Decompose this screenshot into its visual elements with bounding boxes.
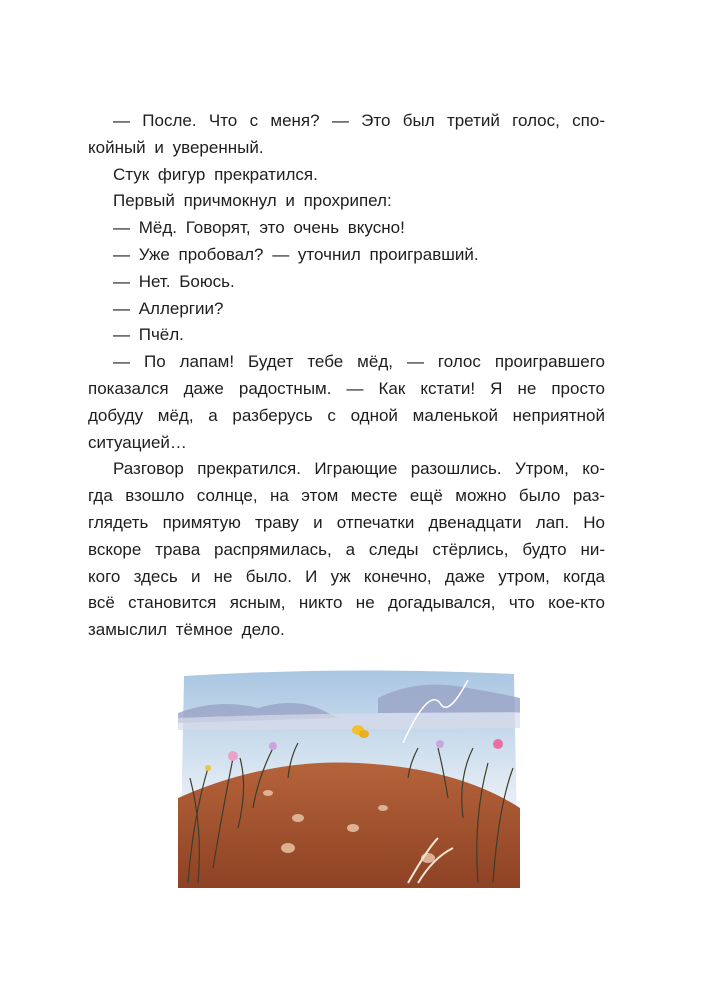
text-line: показался даже радостным. — Как кстати! Я не просто (88, 378, 605, 398)
text-line: глядеть примятую траву и отпечатки двенадцати лап. Но (88, 512, 605, 532)
text-line: койный и уверенный. (88, 137, 264, 157)
text-line: гда взошло солнце, на этом месте ещё можно было раз- (88, 486, 605, 506)
text-line: Разговор прекратился. Играющие разошлись. Утром, ко- (113, 459, 605, 479)
text-line: ситуацией… (88, 432, 187, 452)
text-line: Стук фигур прекратился. (113, 164, 318, 184)
text-line: — Пчёл. (113, 325, 184, 345)
text-line: Первый причмокнул и прохрипел: (113, 191, 392, 211)
text-line: — После. Что с меня? — Это был третий голос, спо- (113, 111, 605, 130)
text-line: — Уже пробовал? — уточнил проигравший. (113, 244, 479, 264)
text-line: — Аллергии? (113, 298, 224, 318)
text-line: — Мёд. Говорят, это очень вкусно! (113, 218, 405, 238)
illustration-hill-with-paw-prints (178, 668, 520, 888)
text-line: — Нет. Боюсь. (113, 271, 235, 291)
text-line: всё становится ясным, никто не догадывался, что кое-кто (88, 593, 605, 613)
text-line: добуду мёд, а разберусь с одной маленькой неприятной (88, 405, 605, 425)
text-line: — По лапам! Будет тебе мёд, — голос проигравшего (113, 352, 605, 372)
text-line: вскоре трава распрямилась, а следы стёрлись, будто ни- (88, 539, 605, 559)
text-line: кого здесь и не было. И уж конечно, даже утром, когда (88, 566, 605, 586)
body-text (88, 108, 605, 644)
text-line: замыслил тёмное дело. (88, 620, 285, 640)
